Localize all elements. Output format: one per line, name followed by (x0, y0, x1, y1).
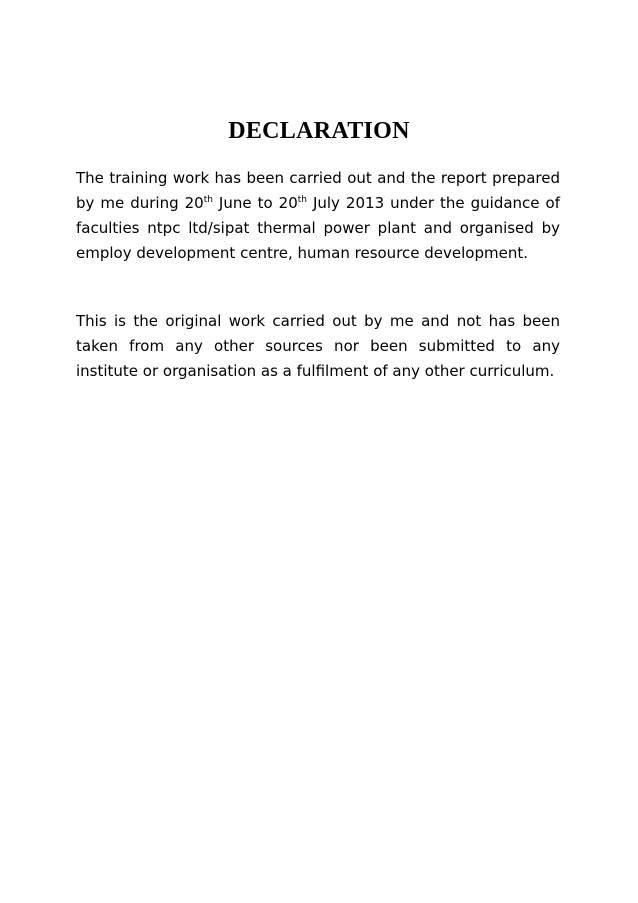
paragraph-1-text-part-2: June to 20 (212, 194, 298, 212)
paragraph-1-text-part-1: The training work has been carried out and the report prepared by me during 20 (76, 169, 560, 212)
declaration-paragraph-1 (76, 166, 560, 266)
paragraph-1-text-part-3: July 2013 under the guidance of faculties ntpc ltd/sipat thermal power plant and organised by employ development centre, human resource development. (76, 194, 560, 262)
ordinal-suffix-2: th (297, 195, 307, 205)
declaration-paragraph-2: This is the original work carried out by me and not has been taken from any other sources nor been submitted to any institute or organisation as a fulfilment of any other curriculum. (76, 312, 560, 380)
page-title: DECLARATION (228, 118, 410, 144)
ordinal-suffix-1: th (203, 195, 213, 205)
